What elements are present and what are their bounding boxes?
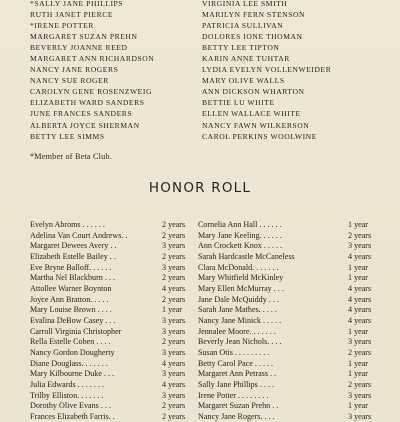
honoree-name: Mary Louise Brown . . . . — [30, 305, 112, 315]
member-name: MARGARET SUZAN PREHN — [30, 32, 138, 42]
member-name: BETTIE LU WHITE — [202, 98, 275, 108]
honoree-name: Mary Whitfield McKinley — [198, 273, 284, 283]
honoree-years: 3 years — [348, 241, 372, 251]
honoree-name: Diane Douglass. . . . . . . — [30, 358, 108, 368]
honoree-name: Attollee Warner Boynton — [30, 283, 112, 293]
honoree-years: 4 years — [162, 358, 186, 368]
honor-roll-entry — [198, 263, 392, 274]
honoree-name: Frances Elizabeth Farris. . — [30, 411, 115, 421]
honoree-name: Carroll Virginia Christopher — [30, 326, 122, 336]
honoree-name: Joyce Ann Bratton. . . . . — [30, 294, 109, 304]
honoree-name: Nancy Jane Minick . . . . . — [198, 315, 282, 325]
member-name: CAROL PERKINS WOOLWINE — [202, 131, 317, 141]
honor-roll-entry — [30, 316, 198, 327]
honoree-years: 2 years — [162, 401, 186, 411]
honoree-years: 2 years — [162, 273, 186, 283]
honoree-years: 3 years — [162, 241, 186, 251]
honor-roll-entry — [30, 337, 198, 348]
honoree-name: Evelyn Abroms . . . . . . — [30, 220, 105, 229]
member-name: MARY OLIVE WALLS — [202, 76, 285, 86]
honoree-name: Beverly Jean Nichols. . . . — [198, 337, 282, 347]
honor-roll-entry — [198, 284, 392, 295]
member-name: BETTY LEE SIMMS — [30, 131, 105, 141]
honor-roll-entry — [198, 401, 392, 412]
honor-roll-entry — [30, 273, 198, 284]
member-name: RUTH JANET PIERCE — [30, 10, 114, 20]
honoree-years: 3 years — [162, 315, 186, 325]
honor-roll-entry — [30, 369, 198, 380]
member-name: MARILYN FERN STENSON — [202, 10, 306, 20]
member-name: ELIZABETH WARD SANDERS — [30, 98, 145, 108]
honoree-years: 3 years — [162, 262, 186, 272]
honor-roll-entry — [198, 348, 392, 359]
member-name: *IRENE POTTER — [30, 21, 94, 31]
honoree-name: Mary Kilbourne Duke . . . — [30, 369, 115, 379]
honoree-years: 2 years — [348, 347, 372, 357]
honoree-name: Jane Dale McQuiddy . . . — [198, 294, 279, 304]
honor-roll-entry — [30, 241, 198, 252]
honor-roll-entry — [30, 220, 198, 231]
honor-roll-entry — [198, 369, 392, 380]
honor-roll-entry — [30, 284, 198, 295]
member-name: DOLORES IONE THOMAN — [202, 32, 303, 42]
honor-roll-entry — [198, 305, 392, 316]
honoree-name: Betty Carol Pace . . . . . — [198, 358, 274, 368]
honoree-name: Eve Bryne Balloff. . . . . . — [30, 262, 112, 272]
honoree-years: 3 years — [162, 369, 186, 379]
member-name: BETTY LEE TIPTON — [202, 43, 280, 53]
honoree-name: Adelina Van Court Andrews. . — [30, 230, 128, 240]
honoree-name: Sarah Jane Mathes. . . . . — [198, 305, 277, 315]
honor-roll-entry — [30, 327, 198, 338]
honor-roll-entry — [30, 305, 198, 316]
honor-roll-entry — [30, 263, 198, 274]
beta-club-footnote: *Member of Beta Club. — [30, 152, 112, 161]
member-name: PATRICIA SULLIVAN — [202, 21, 284, 31]
honor-roll-entry — [30, 231, 198, 242]
honoree-name: Margaret Dewees Avery . . — [30, 241, 117, 251]
honoree-name: Margaret Ann Petrass . . — [198, 369, 277, 379]
honoree-years: 1 year — [348, 262, 368, 272]
honoree-name: Mary Jane Keeling. . . . . . — [198, 230, 282, 240]
member-names-left-column — [30, 0, 202, 142]
honor-roll-entry — [198, 241, 392, 252]
honoree-years: 2 years — [162, 220, 186, 229]
honoree-years: 1 year — [348, 273, 368, 283]
honoree-name: Rella Estelle Coben . . . . — [30, 337, 111, 347]
honoree-years: 2 years — [162, 251, 186, 261]
honoree-years: 4 years — [348, 283, 372, 293]
honoree-name: Margaret Suzan Prehn . . — [198, 401, 279, 411]
honoree-name: Ann Crockett Knox . . . . . — [198, 241, 283, 251]
honor-roll-entry — [30, 412, 198, 422]
honoree-years: 1 year — [348, 326, 368, 336]
honoree-years: 2 years — [162, 337, 186, 347]
honoree-years: 1 year — [348, 401, 368, 411]
honor-roll-entry — [198, 380, 392, 391]
member-name: NANCY FAWN WILKERSON — [202, 120, 310, 130]
member-name: NANCY SUE ROGER — [30, 76, 109, 86]
honor-roll-entry — [198, 337, 392, 348]
honoree-years: 3 years — [162, 326, 186, 336]
honoree-name: Mary Ellen McMurray . . . — [198, 283, 284, 293]
honor-roll-entry — [198, 327, 392, 338]
honoree-name: Jennalee Moore. . . . . . . — [198, 326, 276, 336]
honoree-years: 3 years — [162, 347, 186, 357]
honoree-years: 1 year — [162, 305, 182, 315]
member-name: LYDIA EVELYN VOLLENWEIDER — [202, 65, 332, 75]
honoree-years: 4 years — [348, 294, 372, 304]
member-names-right-column — [202, 0, 390, 142]
honor-roll-entry — [30, 359, 198, 370]
member-name: VIRGINIA LEE SMITH — [202, 0, 288, 8]
member-name: ELLEN WALLACE WHITE — [202, 109, 301, 119]
member-name: NANCY JANE ROGERS — [30, 65, 119, 75]
honoree-years: 4 years — [348, 305, 372, 315]
honoree-years: 1 year — [348, 220, 368, 229]
honor-roll-entry — [198, 273, 392, 284]
honoree-name: Cornelia Ann Hall . . . . . . — [198, 220, 282, 229]
honoree-years: 2 years — [348, 230, 372, 240]
honoree-name: Sarah Hardcastle McCaneless — [198, 251, 295, 261]
honoree-name: Nancy Gordon Dougherty — [30, 347, 115, 357]
honor-roll-entry — [198, 231, 392, 242]
honor-roll-left-column — [30, 220, 198, 422]
honor-roll-entry — [30, 252, 198, 263]
honoree-name: Dorothy Olive Evans . . . — [30, 401, 111, 411]
honoree-name: Elizabeth Estelle Bailey . . — [30, 251, 116, 261]
member-name: *SALLY JANE PHILLIPS — [30, 0, 124, 8]
honor-roll-entry — [198, 316, 392, 327]
member-name: BEVERLY JOANNE REED — [30, 43, 128, 53]
honoree-years: 4 years — [162, 379, 186, 389]
honoree-name: Irene Potter . . . . . . . . — [198, 390, 269, 400]
honoree-years: 4 years — [348, 251, 372, 261]
honor-roll-entry — [198, 220, 392, 231]
honor-roll-entry — [30, 348, 198, 359]
honoree-years: 3 years — [348, 411, 372, 421]
honoree-years: 2 years — [348, 379, 372, 389]
member-name: ANN DICKSON WHARTON — [202, 87, 305, 97]
honoree-years: 4 years — [162, 283, 186, 293]
honoree-years: 2 years — [162, 230, 186, 240]
honoree-name: Julia Edwards . . . . . . . — [30, 379, 104, 389]
honoree-years: 1 year — [348, 369, 368, 379]
honor-roll-title: HONOR ROLL — [148, 180, 252, 196]
honoree-name: Evalina DeBow Casey . . . — [30, 315, 116, 325]
honoree-name: Nancy Jane Rogers. . . . — [198, 411, 275, 421]
member-name: JUNE FRANCES SANDERS — [30, 109, 133, 119]
member-name: KARIN ANNE TUHTAR — [202, 54, 290, 64]
honoree-years: 3 years — [348, 390, 372, 400]
honoree-years: 2 years — [162, 411, 186, 421]
member-name: CAROLYN GENE ROSENZWEIG — [30, 87, 152, 97]
honor-roll-list — [30, 220, 392, 422]
honor-roll-entry — [30, 401, 198, 412]
honor-roll-entry — [30, 295, 198, 306]
honor-roll-entry — [198, 359, 392, 370]
honoree-name: Clara McDonald. . . . . . . — [198, 262, 279, 272]
honoree-years: 3 years — [348, 337, 372, 347]
honor-roll-entry — [198, 252, 392, 263]
honoree-name: Martha Nel Blackburn . . . — [30, 273, 115, 283]
member-name: ALBERTA JOYCE SHERMAN — [30, 120, 140, 130]
honor-roll-right-column — [198, 220, 392, 422]
honoree-years: 1 year — [348, 358, 368, 368]
honoree-years: 4 years — [348, 315, 372, 325]
honor-roll-entry — [198, 295, 392, 306]
honoree-years: 3 years — [162, 390, 186, 400]
honoree-name: Susan Otis . . . . . . . . . — [198, 347, 270, 357]
honor-roll-entry — [198, 412, 392, 422]
honor-roll-entry — [30, 380, 198, 391]
member-names-list — [30, 0, 390, 142]
honoree-name: Sally Jane Phillips . . . . — [198, 379, 274, 389]
honoree-name: Trilby Elliston. . . . . . . — [30, 390, 104, 400]
honoree-years: 2 years — [162, 294, 186, 304]
member-name: MARGARET ANN RICHARDSON — [30, 54, 155, 64]
